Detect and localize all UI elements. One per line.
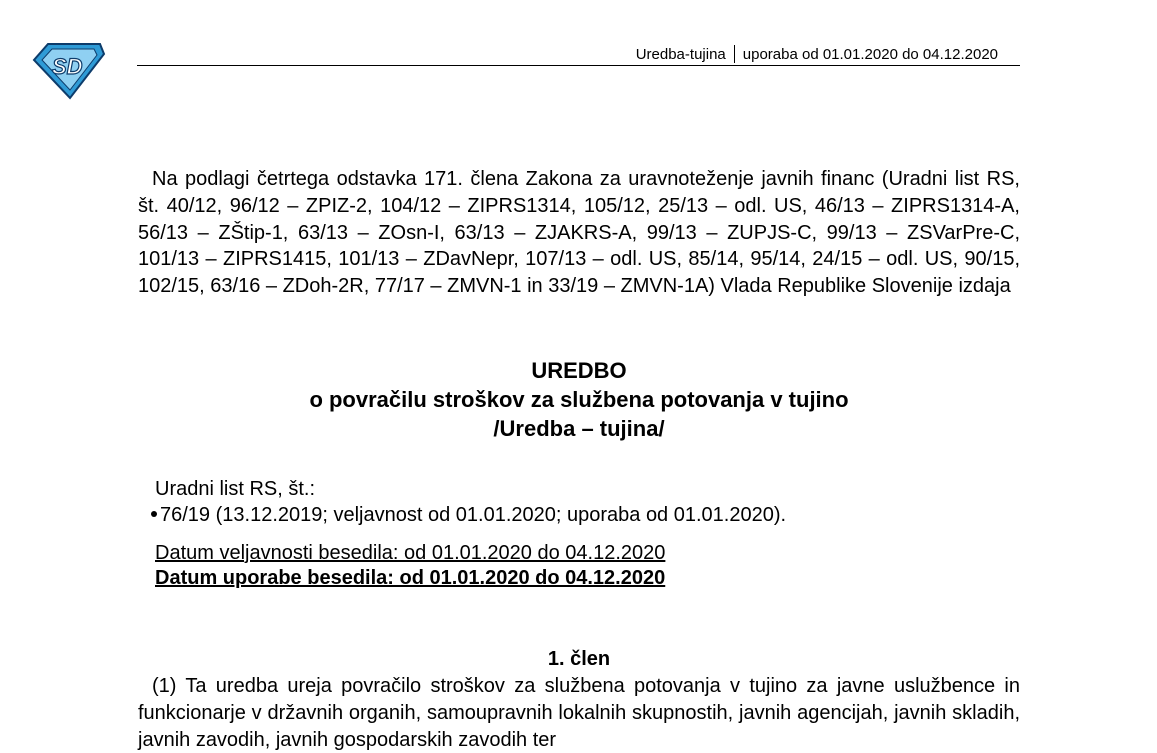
gazette-references [155, 476, 1015, 528]
title-line-3: /Uredba – tujina/ [493, 416, 665, 441]
bullet-icon [151, 511, 157, 517]
title-line-1: UREDBO [531, 358, 627, 383]
gazette-entry [145, 502, 1015, 528]
validity-date-text: Datum veljavnosti besedila: od 01.01.2020 do 04.12.2020 [155, 542, 666, 564]
title-line-2: o povračilu stroškov za službena potovanja v tujino [309, 387, 849, 412]
preamble-paragraph: Na podlagi četrtega odstavka 171. člena Zakona za uravnoteženje javnih financ (Uradni list RS, št. 40/12, 96/12 – ZPIZ-2, 104/12 – ZIPRS1314, 105/12, 25/13 – odl. US, 46/13 – ZIPRS1314-A, 56/13 – ZŠtip-1, 63/13 – ZOsn-I, 63/13 – ZJAKRS-A, 99/13 – ZUPJS-C, 99/13 – ZSVarPre-C, 101/13 – ZIPRS1415, 101/13 – ZDavNepr, 107/13 – odl. US, 85/14, 95/14, 24/15 – odl. US, 90/15, 102/15, 63/16 – ZDoh-2R, 77/17 – ZMVN-1 in 33/19 – ZMVN-1A) Vlada Republike Slovenije izdaja [138, 168, 1020, 298]
header-usage-period: uporaba od 01.01.2020 do 04.12.2020 [742, 46, 998, 63]
validity-dates [155, 541, 1015, 591]
publisher-logo [30, 40, 134, 100]
header-short-title: Uredba-tujina [635, 46, 726, 63]
article-heading: 1. člen [547, 648, 611, 670]
gazette-entry-text: 76/19 (13.12.2019; veljavnost od 01.01.2020; uporaba od 01.01.2020). [160, 504, 787, 526]
article-paragraph: (1) Ta uredba ureja povračilo stroškov za službena potovanja v tujino za javne uslužbence in funkcionarje v državnih organih, samoupravnih lokalnih skupnostih, javnih agencijah, javnih skladih, javnih zavodih, javnih gospodarskih zavodih ter [138, 675, 1020, 751]
gazette-label: Uradni list RS, št.: [155, 478, 316, 500]
usage-date-text: Datum uporabe besedila: od 01.01.2020 do 04.12.2020 [155, 567, 666, 589]
document-title [138, 356, 1020, 443]
header-separator [734, 45, 735, 63]
page-header [137, 44, 1020, 66]
logo-lettering: SD [52, 54, 83, 79]
